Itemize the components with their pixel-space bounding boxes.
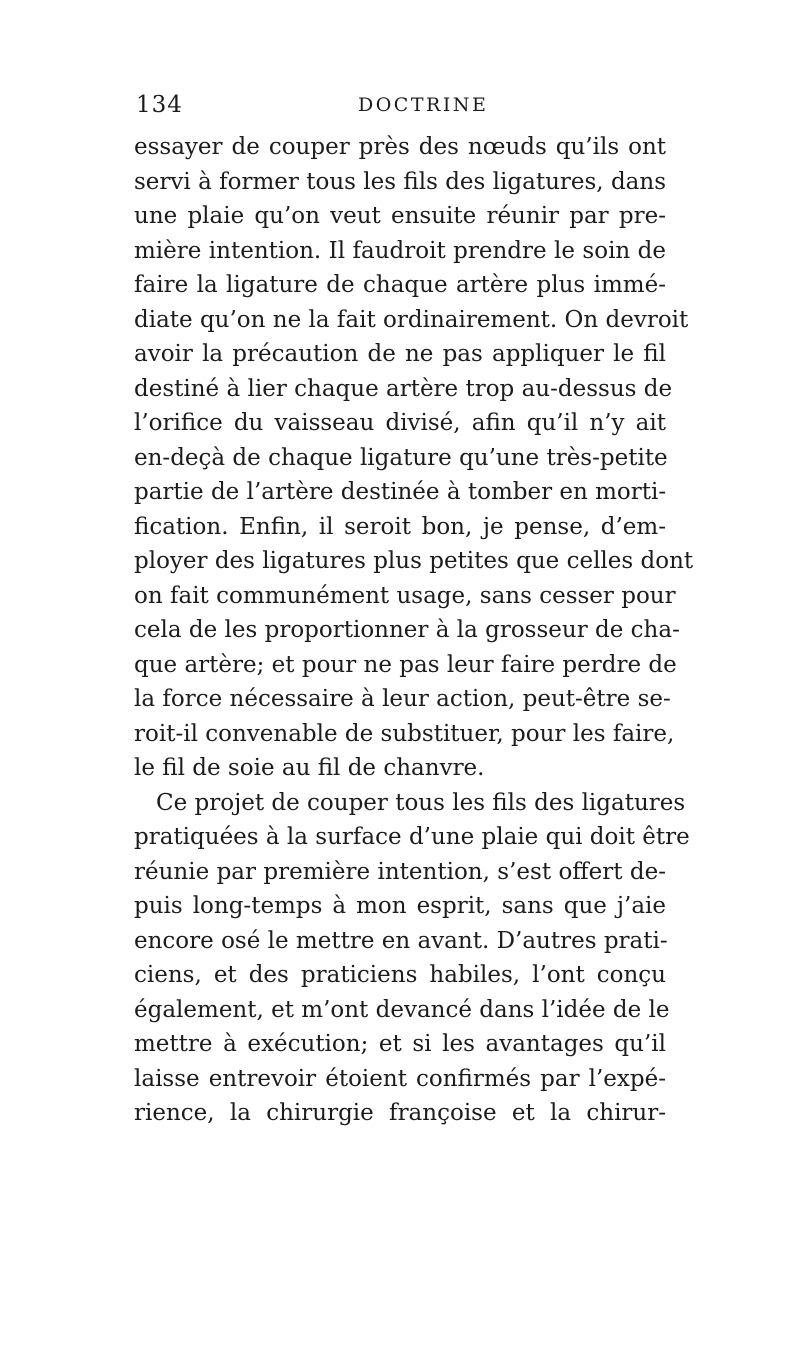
text-line: essayer de couper près des nœuds qu’ils ont (134, 134, 666, 160)
text-line: également, et m’ont devancé dans l’idée de le (134, 996, 670, 1023)
text-line: mière intention. Il faudroit prendre le soin de (134, 237, 666, 264)
text-line: fication. Enfin, il seroit bon, je pense, d’em- (134, 513, 666, 540)
text-line: une plaie qu’on veut ensuite réunir par pre- (134, 203, 666, 229)
text-line: destiné à lier chaque artère trop au-dessus de (134, 375, 673, 402)
text-line: cela de les proportionner à la grosseur de cha- (134, 617, 680, 643)
text-line: roit-il convenable de substituer, pour les faire, (134, 720, 675, 747)
text-line: ployer des ligatures plus petites que celles dont (134, 548, 694, 574)
text-line: encore osé le mettre en avant. D’autres prati- (134, 927, 668, 954)
text-line: le fil de soie au fil de chanvre. (134, 755, 485, 781)
text-line: avoir la précaution de ne pas appliquer le fil (134, 341, 666, 367)
page-header (136, 92, 666, 124)
text-line: l’orifice du vaisseau divisé, afin qu’il n’y ait (134, 410, 666, 436)
text-line: la force nécessaire à leur action, peut-être se- (134, 686, 671, 712)
text-line: ciens, et des praticiens habiles, l’ont conçu (134, 962, 666, 988)
text-line: mettre à exécution; et si les avantages qu’il (134, 1031, 666, 1057)
text-line: en-deçà de chaque ligature qu’une très-petite (134, 444, 668, 471)
page-number: 134 (136, 92, 183, 118)
text-line: rience, la chirurgie françoise et la chirur- (134, 1100, 666, 1126)
text-line: laisse entrevoir étoient confirmés par l’expé- (134, 1065, 666, 1092)
text-line: pratiquées à la surface d’une plaie qui doit être (134, 824, 690, 850)
text-line: que artère; et pour ne pas leur faire perdre de (134, 651, 677, 678)
text-line: puis long-temps à mon esprit, sans que j’aie (134, 893, 666, 919)
text-line: on fait communément usage, sans cesser pour (134, 582, 676, 609)
text-line: réunie par première intention, s’est offert de- (134, 858, 666, 885)
body-text (134, 130, 694, 1131)
text-line: faire la ligature de chaque artère plus immé- (134, 272, 666, 298)
text-line: partie de l’artère destinée à tomber en morti- (134, 479, 667, 505)
text-line: servi à former tous les fils des ligatures, dans (134, 168, 666, 195)
text-line: Ce projet de couper tous les fils des ligatures (156, 789, 686, 816)
text-line: diate qu’on ne la fait ordinairement. On devroit (134, 306, 689, 333)
running-head: DOCTRINE (358, 94, 489, 116)
